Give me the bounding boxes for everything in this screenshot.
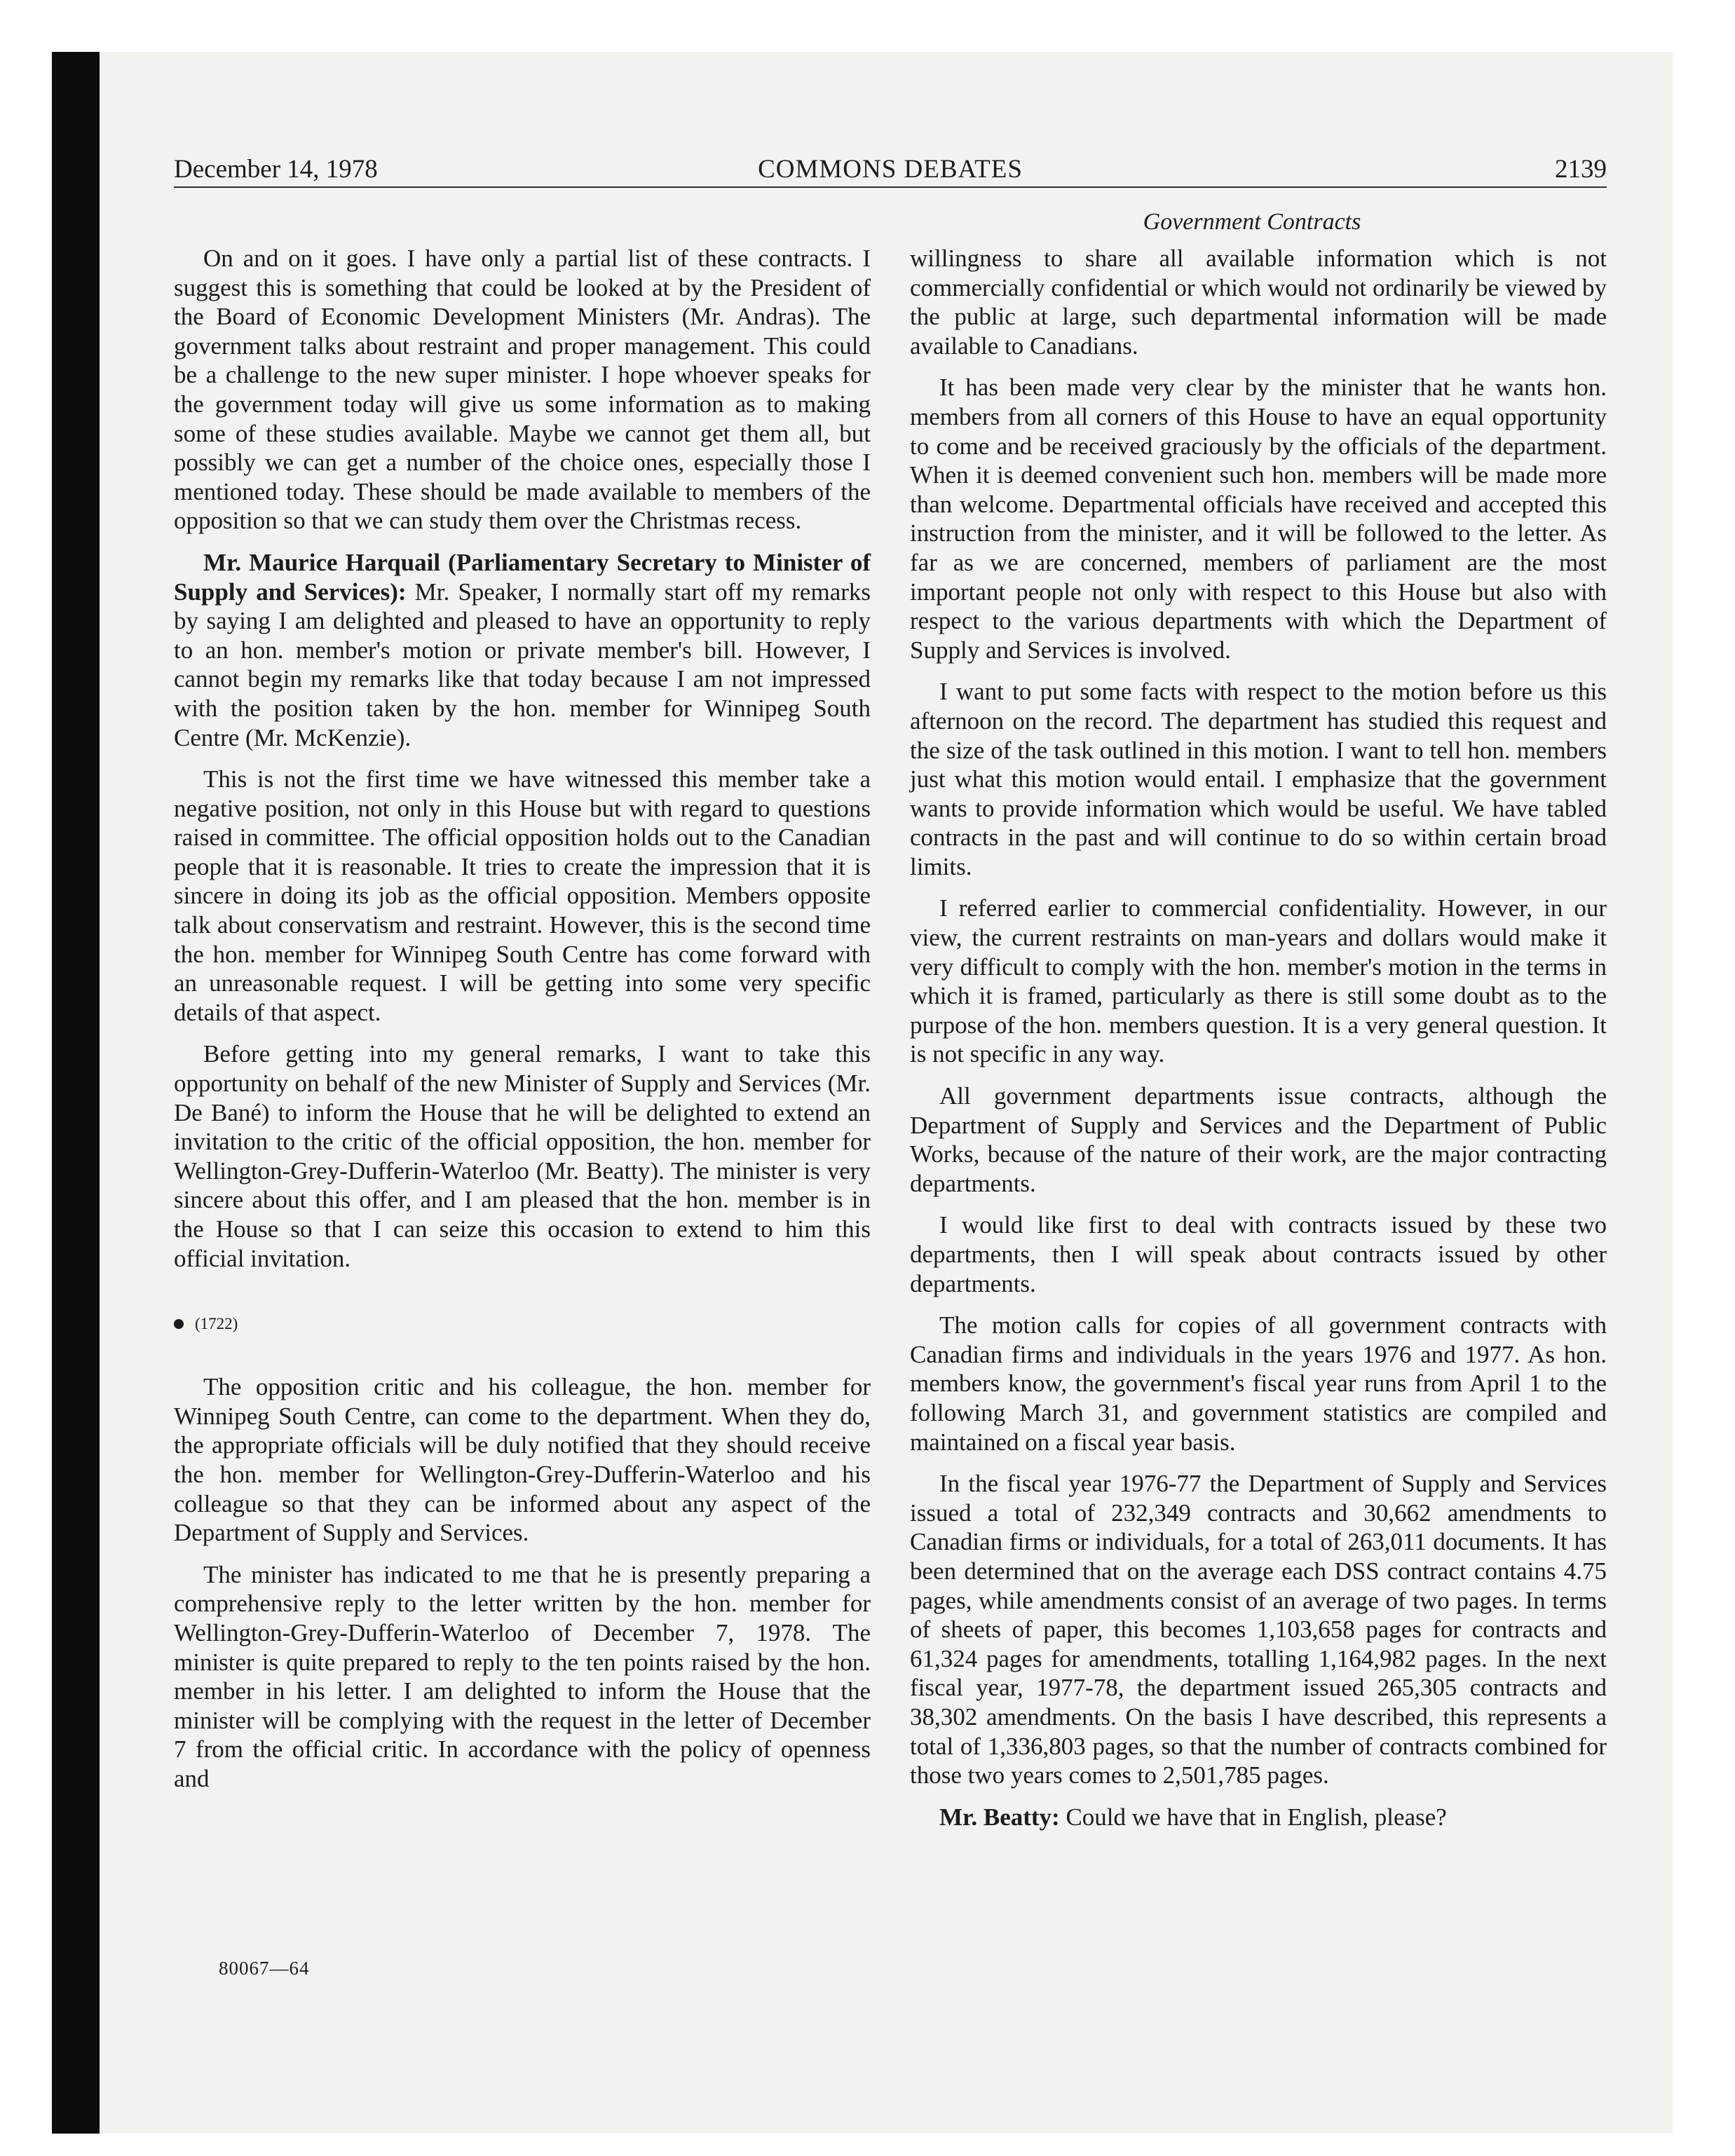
paragraph: willingness to share all available information which is not commercially confidential or which would not ordinarily be viewed by the public at large, such departmental information will be made available to Canadians. [910, 245, 1607, 360]
paragraph: The motion calls for copies of all government contracts with Canadian firms and individuals in the years 1976 and 1977. As hon. members know, the government's fiscal year runs from April 1 to the following March 31, and government statistics are compiled and maintained on a fiscal year basis. [910, 1311, 1607, 1456]
speech-text: Could we have that in English, please? [1059, 1803, 1447, 1831]
paragraph: I want to put some facts with respect to the motion before us this afternoon on the record. The department has studied this request and the size of the task outlined in this motion. I want to tell hon. members just what this motion would entail. I emphasize that the government wants to provide information which would be useful. We have tabled contracts in the past and will continue to do so within certain broad limits. [910, 678, 1607, 880]
speaker-name: Mr. Beatty: [939, 1803, 1060, 1831]
left-column [174, 244, 871, 1806]
section-title: Government Contracts [1143, 209, 1361, 235]
paragraph: Before getting into my general remarks, I want to take this opportunity on behalf of the new Minister of Supply and Services (Mr. De Bané) to inform the House that he will be delighted to extend an invitation to the critic of the official opposition, the hon. member for Wellington-Grey-Dufferin-Waterloo (Mr. Beatty). The minister is very sincere about this offer, and I am pleased that the hon. member is in the House so that I can seize this occasion to extend to him this official invitation. [174, 1040, 871, 1272]
paragraph: All government departments issue contracts, although the Department of Supply and Services and the Department of Public Works, because of the nature of their work, are the major contracting departments. [910, 1082, 1607, 1197]
time-marker-text: (1722) [195, 1315, 238, 1333]
header-date: December 14, 1978 [174, 155, 378, 184]
time-marker [174, 1314, 871, 1335]
header-page-number: 2139 [1555, 155, 1607, 184]
speech-text: Mr. Speaker, I normally start off my remarks by saying I am delighted and pleased to have an opportunity to reply to an hon. member's motion or private member's bill. However, I cannot begin my remarks like that today because I am not impressed with the position taken by the hon. member for Winnipeg South Centre (Mr. McKenzie). [174, 578, 871, 751]
scan-edge [52, 52, 100, 2134]
paragraph: I referred earlier to commercial confidentiality. However, in our view, the current restraints on man-years and dollars would make it very difficult to comply with the hon. member's motion in the terms in which it is framed, particularly as there is still some doubt as to the purpose of the hon. members question. It is a very general question. It is not specific in any way. [910, 894, 1607, 1068]
right-column [910, 244, 1607, 1844]
paragraph: This is not the first time we have witnessed this member take a negative position, not only in this House but with regard to questions raised in committee. The official opposition holds out to the Canadian people that it is reasonable. It tries to create the impression that it is sincere in doing its job as the official opposition. Members opposite talk about conservatism and restraint. However, this is the second time the hon. member for Winnipeg South Centre has come forward with an unreasonable request. I will be getting into some very specific details of that aspect. [174, 765, 871, 1026]
header-publication: COMMONS DEBATES [758, 155, 1023, 184]
paragraph: In the fiscal year 1976-77 the Department of Supply and Services issued a total of 232,349 contracts and 30,662 amendments to Canadian firms or individuals, for a total of 263,011 documents. It has been determined that on the average each DSS contract contains 4.75 pages, while amendments consist of an average of two pages. In terms of sheets of paper, this becomes 1,103,658 pages for contracts and 61,324 pages for amendments, totalling 1,164,982 pages. In the next fiscal year, 1977-78, the department issued 265,305 contracts and 38,302 amendments. On the basis I have described, this represents a total of 1,336,803 pages, so that the number of contracts combined for those two years comes to 2,501,785 pages. [910, 1470, 1607, 1789]
paragraph: On and on it goes. I have only a partial list of these contracts. I suggest this is something that could be looked at by the President of the Board of Economic Development Ministers (Mr. Andras). The government talks about restraint and proper management. This could be a challenge to the new super minister. I hope whoever speaks for the government today will give us some information as to making some of these studies available. Maybe we cannot get them all, but possibly we can get a number of the choice ones, especially those I mentioned today. These should be made available to members of the opposition so that we can study them over the Christmas recess. [174, 245, 871, 535]
bullet-icon [174, 1319, 184, 1329]
paragraph: The opposition critic and his colleague, the hon. member for Winnipeg South Centre, can come to the department. When they do, the appropriate officials will be duly notified that they should receive the hon. member for Wellington-Grey-Dufferin-Waterloo and his colleague so that they can be informed about any aspect of the Department of Supply and Services. [174, 1373, 871, 1547]
paragraph: The minister has indicated to me that he is presently preparing a comprehensive reply to the letter written by the hon. member for Wellington-Grey-Dufferin-Waterloo of December 7, 1978. The minister is quite prepared to reply to the ten points raised by the hon. member in his letter. I am delighted to inform the House that the minister will be complying with the request in the letter of December 7 from the official critic. In accordance with the policy of openness and [174, 1560, 871, 1792]
speaker-name: Mr. Maurice Harquail (Parliamentary Secretary to Minister of Supply and Services): [174, 548, 871, 606]
paragraph: It has been made very clear by the minister that he wants hon. members from all corners of this House to have an equal opportunity to come and be received graciously by the officials of the department. When it is deemed convenient such hon. members will be made more than welcome. Departmental officials have received and accepted this instruction from the minister, and it will be followed to the letter. As far as we are concerned, members of parliament are the most important people not only with respect to this House but also with respect to the various departments with which the Department of Supply and Services is involved. [910, 374, 1607, 664]
header-rule [174, 186, 1607, 188]
paragraph: I would like first to deal with contracts issued by these two departments, then I will speak about contracts issued by other departments. [910, 1211, 1607, 1297]
running-header [174, 153, 1607, 186]
paragraph [910, 1803, 1607, 1832]
paragraph [174, 548, 871, 752]
footer-code: 80067—64 [219, 1958, 310, 1979]
